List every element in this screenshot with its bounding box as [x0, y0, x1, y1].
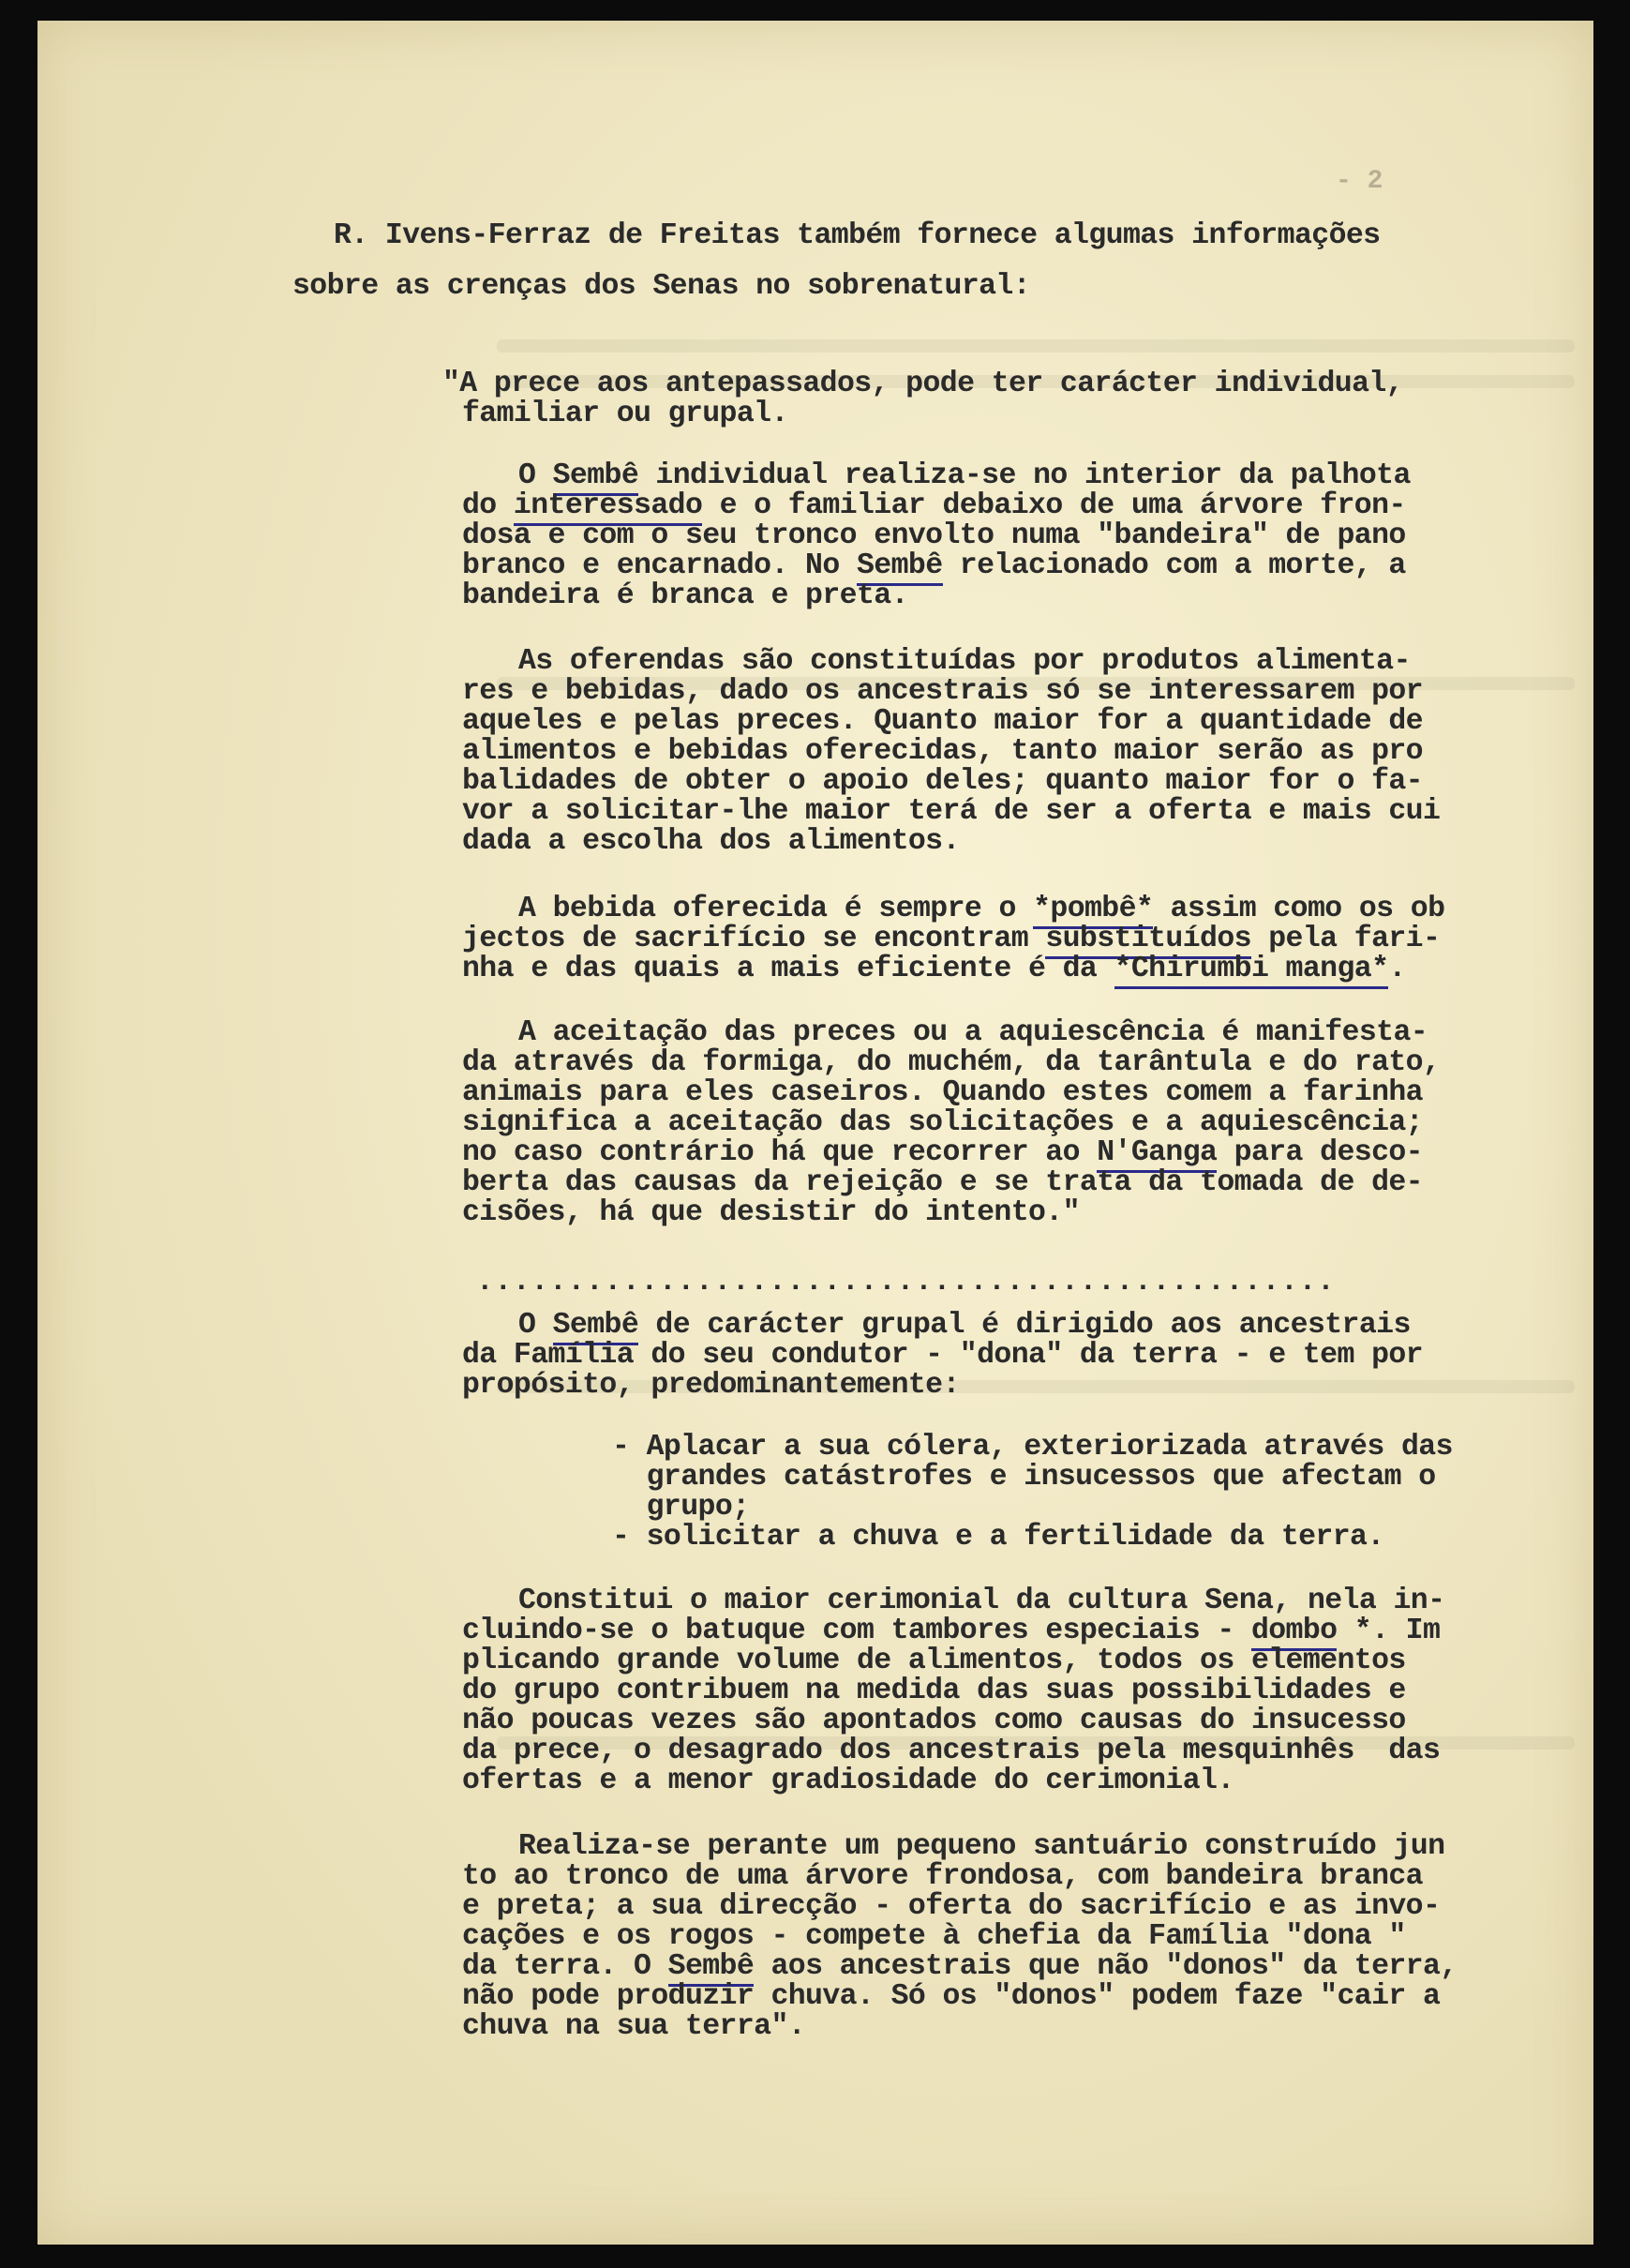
realiza-line-1: Realiza-se perante um pequeno santuário construído jun [518, 1830, 1445, 1863]
realiza-line-7: chuva na sua terra". [462, 2010, 806, 2043]
underlined-term: *pombê* [1033, 893, 1153, 929]
quote-p5-line-6: berta das causas da rejeição e se trata da tomada de de- [462, 1166, 1423, 1199]
quote-p5-line-1: A aceitação das preces ou a aquiescência é manifesta- [518, 1016, 1428, 1049]
quote-p3-line-4: alimentos e bebidas oferecidas, tanto maior serão as pro [462, 735, 1423, 768]
quote-p5-line-7: cisões, há que desistir do intento." [462, 1196, 1080, 1229]
grupal-line-2: da Família do seu condutor - "dona" da terra - e tem por [462, 1339, 1423, 1372]
realiza-line-6: não pode produzir chuva. Só os "donos" podem faze "cair a [462, 1980, 1441, 2013]
quote-p1-line-1: "A prece aos antepassados, pode ter carácter individual, [442, 368, 1403, 400]
quote-p3-line-3: aqueles e pelas preces. Quanto maior for a quantidade de [462, 705, 1423, 738]
constitui-line-5: não poucas vezes são apontados como causas do insucesso [462, 1705, 1406, 1737]
realiza-line-2: to ao tronco de uma árvore frondosa, com bandeira branca [462, 1860, 1423, 1893]
realiza-line-5: da terra. O Sembê aos ancestrais que não "donos" da terra, [462, 1952, 1458, 1982]
quote-p5-line-2: da através da formiga, do muchém, da tarântula e do rato, [462, 1046, 1441, 1079]
underlined-term: *Chirumbi manga* [1114, 953, 1389, 989]
quote-p4-line-1: A bebida oferecida é sempre o *pombê* assim como os ob [518, 894, 1444, 924]
quote-p4-line-2: jectos de sacrifício se encontram substituídos pela fari- [462, 924, 1440, 954]
quote-p3-line-2: res e bebidas, dado os ancestrais só se interessarem por [462, 675, 1423, 708]
realiza-line-4: cações e os rogos - compete à chefia da Família "dona " [462, 1920, 1406, 1953]
constitui-line-2: cluindo-se o batuque com tambores especiais - dombo *. Im [462, 1616, 1440, 1646]
constitui-line-6: da prece, o desagrado dos ancestrais pela mesquinhês das [462, 1735, 1441, 1767]
quote-p2-line-2: do interessado e o familiar debaixo de uma árvore fron- [462, 491, 1406, 521]
quote-p5-line-3: animais para eles caseiros. Quando estes comem a farinha [462, 1076, 1423, 1109]
quote-p2-line-1: O Sembê individual realiza-se no interior da palhota [518, 461, 1411, 491]
quote-p5-line-4: significa a aceitação das solicitações e a aquiescência; [462, 1106, 1423, 1139]
quote-p2-line-3: dosa e com o seu tronco envolto numa "bandeira" de pano [462, 519, 1406, 552]
intro-line-1: R. Ivens-Ferraz de Freitas também fornece algumas informações [334, 219, 1381, 252]
underlined-term: Sembê [553, 1309, 639, 1345]
quote-p3-line-5: balidades de obter o apoio deles; quanto maior for o fa- [462, 765, 1423, 798]
page-number: - 2 [1336, 167, 1383, 196]
dotted-separator: ............................................... [476, 1266, 1336, 1299]
quote-p2-line-5: bandeira é branca e preta. [462, 579, 908, 612]
underlined-term: Sembê [553, 459, 639, 496]
quote-p3-line-7: dada a escolha dos alimentos. [462, 825, 960, 858]
quote-p5-line-5: no caso contrário há que recorrer ao N'Ganga para desco- [462, 1138, 1423, 1168]
grupal-line-1: O Sembê de carácter grupal é dirigido aos ancestrais [518, 1311, 1411, 1341]
quote-p3-line-1: As oferendas são constituídas por produtos alimenta- [518, 645, 1411, 678]
quote-p2-line-4: branco e encarnado. No Sembê relacionado com a morte, a [462, 551, 1406, 581]
underlined-term: Sembê [668, 1950, 755, 1987]
bullet-1-line-1: - Aplacar a sua cólera, exteriorizada através das [612, 1431, 1453, 1464]
constitui-line-4: do grupo contribuem na medida das suas possibilidades e [462, 1675, 1406, 1707]
quote-p4-line-3: nha e das quais a mais eficiente é da *Chirumbi manga*. [462, 954, 1406, 984]
underlined-term: Sembê [857, 549, 943, 586]
underlined-term: substituídos [1045, 923, 1251, 959]
bullet-1-line-3: grupo; [612, 1491, 750, 1524]
constitui-line-7: ofertas e a menor gradiosidade do cerimonial. [462, 1765, 1234, 1797]
grupal-line-3: propósito, predominantemente: [462, 1369, 960, 1402]
underlined-term: interessado [514, 489, 702, 526]
realiza-line-3: e preta; a sua direcção - oferta do sacrifício e as invo- [462, 1890, 1441, 1923]
bullet-1-line-2: grandes catástrofes e insucessos que afectam o [612, 1461, 1436, 1494]
underlined-term: N'Ganga [1097, 1136, 1217, 1173]
bleed-through-line [497, 339, 1575, 353]
constitui-line-1: Constitui o maior cerimonial da cultura Sena, nela in- [518, 1585, 1445, 1617]
quote-p3-line-6: vor a solicitar-lhe maior terá de ser a oferta e mais cui [462, 795, 1441, 828]
intro-line-2: sobre as crenças dos Senas no sobrenatural: [292, 270, 1031, 303]
bullet-2: - solicitar a chuva e a fertilidade da terra. [612, 1521, 1384, 1554]
underlined-term: dombo [1251, 1615, 1338, 1651]
quote-p1-line-2: familiar ou grupal. [462, 398, 788, 430]
constitui-line-3: plicando grande volume de alimentos, todos os elementos [462, 1645, 1406, 1677]
